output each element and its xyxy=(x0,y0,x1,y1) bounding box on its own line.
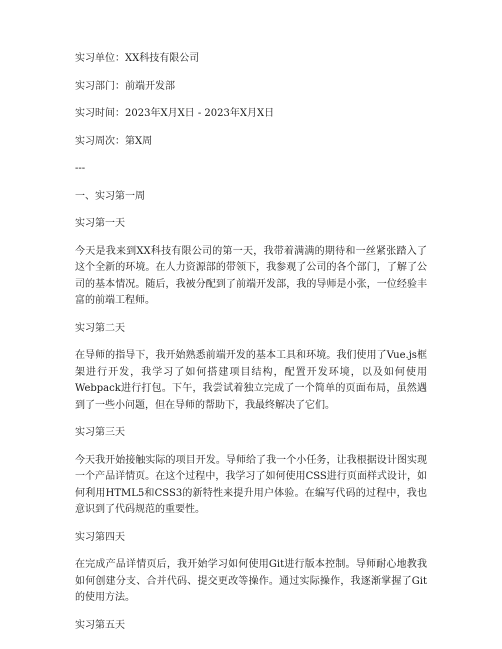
meta-period: 实习时间：2023年X月X日 - 2023年X月X日 xyxy=(75,108,275,119)
meta-department: 实习部门：前端开发部 xyxy=(75,80,175,92)
day-1-heading: 实习第一天 xyxy=(75,218,125,229)
day-3-heading: 实习第三天 xyxy=(75,427,125,438)
day-2-heading: 实习第二天 xyxy=(75,322,125,334)
day-2-paragraph: 在导师的指导下，我开始熟悉前端开发的基本工具和环境。我们使用了Vue.js框架进行开发，我学习了如何搭建项目结构，配置开发环境，以及如何使用Webpack进行打包。下午，我尝试着独立完成了一个简单的页面布局，虽然遇到了一些小问题，但在导师的帮助下，我最终解决了它们。 xyxy=(75,350,427,411)
meta-weeks: 实习周次：第X周 xyxy=(75,135,153,147)
separator: --- xyxy=(75,163,86,174)
day-4-heading: 实习第四天 xyxy=(75,531,125,543)
day-5-heading: 实习第五天 xyxy=(75,619,125,631)
meta-company: 实习单位：XX科技有限公司 xyxy=(75,53,200,64)
section-week-1: 一、实习第一周 xyxy=(75,190,145,202)
day-1-paragraph: 今天是我来到XX科技有限公司的第一天，我带着满满的期待和一丝紧张踏入了这个全新的环境。在人力资源部的带领下，我参观了公司的各个部门，了解了公司的基本情况。随后，我被分配到了前端开发部，我的导师是小张，一位经验丰富的前端工程师。 xyxy=(75,245,427,306)
day-3-paragraph: 今天我开始接触实际的项目开发。导师给了我一个小任务，让我根据设计图实现一个产品详情页。在这个过程中，我学习了如何使用CSS进行页面样式设计，如何利用HTML5和CSS3的新特性来提升用户体验。在编写代码的过程中，我也意识到了代码规范的重要性。 xyxy=(75,454,427,515)
day-4-paragraph: 在完成产品详情页后，我开始学习如何使用Git进行版本控制。导师耐心地教我如何创建分支、合并代码、提交更改等操作。通过实际操作，我逐渐掌握了Git的使用方法。 xyxy=(75,559,427,603)
